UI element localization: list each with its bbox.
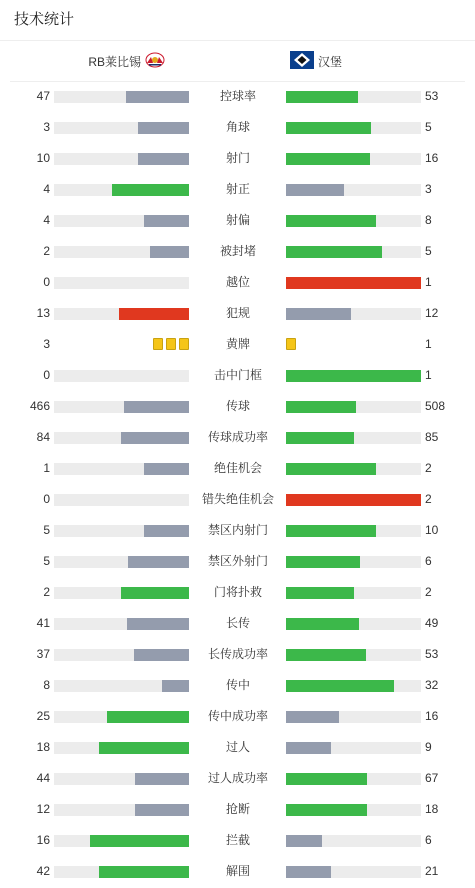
away-value: 32 (425, 678, 439, 692)
home-bar-track (54, 91, 189, 103)
home-bar (121, 432, 189, 444)
away-bar-track (286, 742, 421, 754)
away-bar (286, 91, 358, 103)
yellow-card-icon (153, 338, 163, 350)
home-bar-track (54, 711, 189, 723)
home-value: 42 (36, 864, 50, 878)
home-bar-track (54, 866, 189, 878)
stat-row (0, 329, 475, 360)
home-bar-track (54, 215, 189, 227)
away-bar (286, 432, 354, 444)
home-bar-track (54, 246, 189, 258)
away-bar-track (286, 587, 421, 599)
hamburg-crest-icon (290, 51, 314, 72)
home-value: 37 (36, 647, 50, 661)
home-team[interactable] (88, 41, 165, 81)
stat-row (0, 546, 475, 577)
home-value: 0 (43, 492, 50, 506)
away-team[interactable] (290, 41, 342, 81)
away-value: 49 (425, 616, 439, 630)
teams-row (10, 41, 465, 82)
home-bar (107, 711, 189, 723)
stat-label: 绝佳机会 (213, 461, 262, 475)
home-bar-track (54, 432, 189, 444)
home-bar-track (54, 153, 189, 165)
away-value: 1 (425, 337, 432, 351)
away-bar-track (286, 91, 421, 103)
home-bar (144, 463, 189, 475)
stats-list (0, 81, 475, 887)
stat-row (0, 391, 475, 422)
stat-label: 禁区外射门 (207, 554, 268, 568)
away-value: 2 (425, 492, 432, 506)
away-bar (286, 804, 367, 816)
stat-label: 错失绝佳机会 (201, 492, 274, 506)
away-value: 53 (425, 647, 439, 661)
stat-label: 被封堵 (219, 244, 256, 258)
stat-row (0, 453, 475, 484)
stat-row (0, 515, 475, 546)
home-value: 3 (43, 120, 50, 134)
home-bar-track (54, 494, 189, 506)
home-bar (99, 866, 189, 878)
away-bar-track (286, 835, 421, 847)
home-bar-track (54, 525, 189, 537)
home-value: 41 (36, 616, 50, 630)
away-value: 10 (425, 523, 439, 537)
stat-label: 过人 (225, 740, 250, 754)
rb-leipzig-crest-icon (145, 52, 165, 71)
home-bar (144, 215, 189, 227)
away-bar-track (286, 215, 421, 227)
home-bar-track (54, 649, 189, 661)
home-bar (127, 618, 189, 630)
stat-row (0, 174, 475, 205)
away-bar-track (286, 773, 421, 785)
yellow-card-icon (286, 338, 296, 350)
home-value: 4 (43, 213, 50, 227)
away-bar (286, 835, 322, 847)
home-bar-track (54, 587, 189, 599)
home-value: 2 (43, 244, 50, 258)
away-bar-track (286, 711, 421, 723)
home-value: 16 (36, 833, 50, 847)
stat-row (0, 267, 475, 298)
away-bar-track (286, 153, 421, 165)
away-value: 16 (425, 151, 439, 165)
home-bar (121, 587, 189, 599)
stat-row (0, 143, 475, 174)
stat-label: 传中 (225, 678, 250, 692)
stat-row (0, 298, 475, 329)
away-bar (286, 401, 356, 413)
home-bar (135, 804, 189, 816)
home-bar (135, 773, 189, 785)
away-bar (286, 246, 382, 258)
away-bar (286, 773, 367, 785)
home-bar (128, 556, 189, 568)
stat-label: 击中门框 (213, 368, 262, 382)
stat-label: 传球成功率 (207, 430, 268, 444)
home-bar-track (54, 742, 189, 754)
yellow-card-icon (166, 338, 176, 350)
away-bar-track (286, 463, 421, 475)
home-value: 47 (36, 89, 50, 103)
away-bar-track (286, 401, 421, 413)
home-bar (162, 680, 189, 692)
home-value: 8 (43, 678, 50, 692)
away-bar-track (286, 618, 421, 630)
away-bar-track (286, 804, 421, 816)
away-bar (286, 525, 376, 537)
home-bar (150, 246, 189, 258)
home-bar (138, 122, 189, 134)
stat-row (0, 825, 475, 856)
home-bar (112, 184, 189, 196)
away-value: 2 (425, 585, 432, 599)
home-value: 0 (43, 368, 50, 382)
away-bar (286, 215, 376, 227)
home-bar-track (54, 277, 189, 289)
home-bar-track (54, 401, 189, 413)
stat-label: 过人成功率 (207, 771, 268, 785)
away-value: 3 (425, 182, 432, 196)
away-bar (286, 556, 360, 568)
away-value: 8 (425, 213, 432, 227)
home-bar-track (54, 773, 189, 785)
away-value: 12 (425, 306, 439, 320)
stat-label: 角球 (225, 120, 250, 134)
stat-row (0, 577, 475, 608)
home-value: 2 (43, 585, 50, 599)
away-bar (286, 494, 421, 506)
away-bar (286, 370, 421, 382)
stat-label: 越位 (225, 275, 250, 289)
stat-label: 射门 (225, 151, 250, 165)
home-value: 13 (36, 306, 50, 320)
home-value: 1 (43, 461, 50, 475)
home-bar (138, 153, 189, 165)
home-bar (134, 649, 189, 661)
home-cards (153, 338, 189, 350)
home-bar (126, 91, 189, 103)
away-bar (286, 308, 351, 320)
away-team-name: 汉堡 (318, 54, 343, 69)
stat-row (0, 112, 475, 143)
away-value: 6 (425, 554, 432, 568)
away-bar-track (286, 525, 421, 537)
home-bar-track (54, 370, 189, 382)
away-bar (286, 153, 370, 165)
home-bar-track (54, 122, 189, 134)
home-value: 84 (36, 430, 50, 444)
home-value: 44 (36, 771, 50, 785)
stat-row (0, 236, 475, 267)
home-bar-track (54, 680, 189, 692)
away-bar (286, 866, 331, 878)
stat-label: 解围 (225, 864, 250, 878)
stat-row (0, 732, 475, 763)
away-value: 5 (425, 120, 432, 134)
stat-label: 射正 (225, 182, 250, 196)
stat-row (0, 484, 475, 515)
stat-row (0, 763, 475, 794)
stat-row (0, 422, 475, 453)
home-bar-track (54, 184, 189, 196)
home-value: 10 (36, 151, 50, 165)
away-value: 508 (425, 399, 446, 413)
home-value: 25 (36, 709, 50, 723)
stat-label: 禁区内射门 (207, 523, 268, 537)
away-value: 53 (425, 89, 439, 103)
away-bar-track (286, 680, 421, 692)
stat-label: 长传成功率 (207, 647, 268, 661)
away-bar-track (286, 308, 421, 320)
away-bar (286, 122, 371, 134)
away-value: 9 (425, 740, 432, 754)
away-value: 16 (425, 709, 439, 723)
away-bar-track (286, 649, 421, 661)
away-bar (286, 184, 344, 196)
home-bar (144, 525, 189, 537)
stat-row (0, 701, 475, 732)
home-bar-track (54, 308, 189, 320)
stat-label: 门将扑救 (213, 585, 262, 599)
away-bar-track (286, 494, 421, 506)
away-bar-track (286, 277, 421, 289)
away-value: 5 (425, 244, 432, 258)
home-bar-track (54, 835, 189, 847)
away-bar (286, 618, 359, 630)
stat-row (0, 205, 475, 236)
stat-row (0, 360, 475, 391)
home-bar-track (54, 556, 189, 568)
away-value: 2 (425, 461, 432, 475)
home-value: 5 (43, 554, 50, 568)
home-bar (124, 401, 189, 413)
away-bar-track (286, 556, 421, 568)
stat-row (0, 794, 475, 825)
stat-label: 传球 (225, 399, 250, 413)
away-cards (286, 338, 296, 350)
stat-label: 长传 (225, 616, 250, 630)
away-bar-track (286, 184, 421, 196)
away-bar-track (286, 246, 421, 258)
stat-row (0, 639, 475, 670)
away-bar-track (286, 122, 421, 134)
away-bar (286, 277, 421, 289)
away-value: 18 (425, 802, 439, 816)
away-value: 1 (425, 275, 432, 289)
home-value: 3 (43, 337, 50, 351)
stat-row (0, 670, 475, 701)
away-value: 1 (425, 368, 432, 382)
home-value: 5 (43, 523, 50, 537)
stat-label: 控球率 (219, 89, 256, 103)
home-bar (90, 835, 189, 847)
away-bar (286, 463, 376, 475)
home-value: 18 (36, 740, 50, 754)
home-bar-track (54, 618, 189, 630)
home-team-name: RB莱比锡 (88, 54, 141, 69)
away-value: 6 (425, 833, 432, 847)
away-bar (286, 649, 366, 661)
home-value: 12 (36, 802, 50, 816)
home-value: 0 (43, 275, 50, 289)
stat-row (0, 81, 475, 112)
page-title: 技术统计 (0, 0, 475, 41)
away-value: 67 (425, 771, 439, 785)
stat-row (0, 856, 475, 887)
stat-label: 抢断 (225, 802, 250, 816)
home-value: 4 (43, 182, 50, 196)
away-value: 85 (425, 430, 439, 444)
stat-label: 拦截 (225, 833, 250, 847)
stat-label: 黄牌 (225, 337, 250, 351)
stat-row (0, 608, 475, 639)
away-bar (286, 680, 394, 692)
away-bar (286, 587, 354, 599)
home-value: 466 (29, 399, 50, 413)
away-bar (286, 711, 339, 723)
home-bar-track (54, 804, 189, 816)
home-bar-track (54, 463, 189, 475)
yellow-card-icon (179, 338, 189, 350)
stat-label: 传中成功率 (207, 709, 268, 723)
away-bar-track (286, 866, 421, 878)
away-bar-track (286, 370, 421, 382)
home-bar (119, 308, 189, 320)
away-bar-track (286, 432, 421, 444)
away-bar (286, 742, 331, 754)
stat-label: 犯规 (225, 306, 250, 320)
stat-label: 射偏 (225, 213, 250, 227)
home-bar (99, 742, 189, 754)
away-value: 21 (425, 864, 439, 878)
